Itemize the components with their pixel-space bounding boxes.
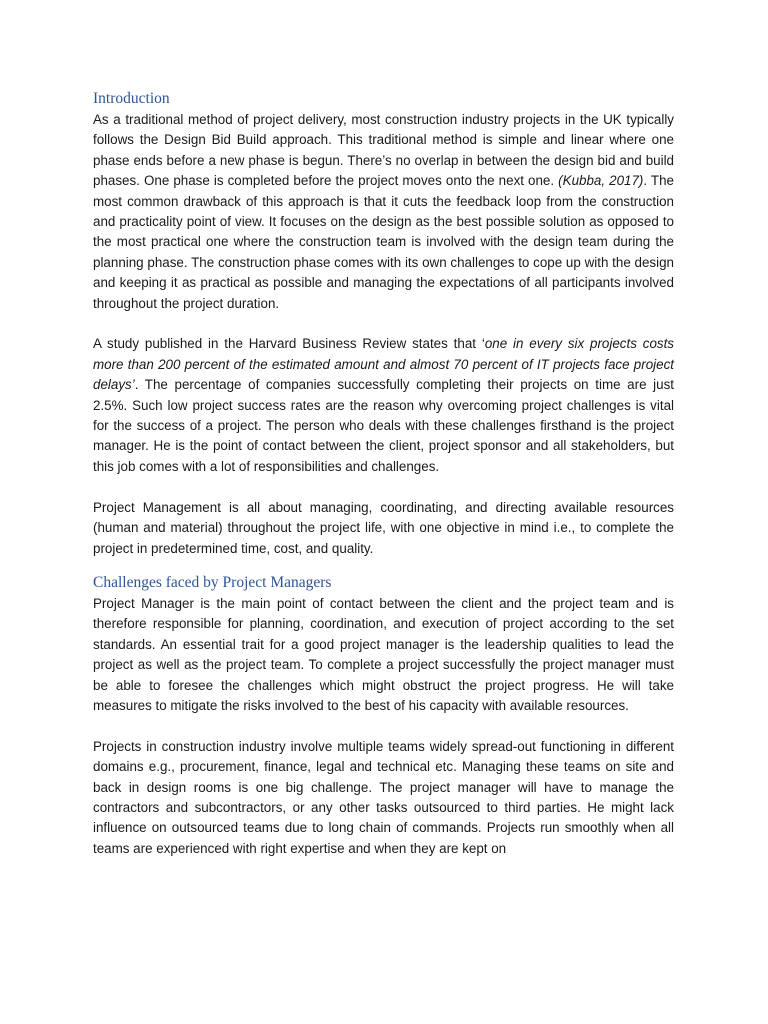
hbr-quote: one in every six projects costs more than 200 percent of the estimated amount and almost 70 percent of IT projects face project delays’ (93, 336, 674, 393)
intro-paragraph-1-text-a: As a traditional method of project delivery, most construction industry projects in the UK typically follows the Design Bid Build approach. This traditional method is simple and linear where one phase ends before a new phase is begun. There’s no overlap in between the design bid and build phases. One phase is completed before the project moves onto the next one. (93, 112, 674, 189)
section-heading-introduction: Introduction (93, 90, 170, 107)
challenges-paragraph-1: Project Manager is the main point of contact between the client and the project team and is therefore responsible for planning, coordination, and execution of project according to the set standards. An essential trait for a good project manager is the leadership qualities to lead the project as well as the project team. To complete a project successfully the project manager must be able to foresee the challenges which might obstruct the project progress. He will take measures to mitigate the risks involved to the best of his capacity with available resources. (93, 595, 674, 713)
challenges-paragraph-2: Projects in construction industry involve multiple teams widely spread-out functioning in different domains e.g., procurement, finance, legal and technical etc. Managing these teams on site and back in design rooms is one big challenge. The project manager will have to manage the contractors and subcontractors, or any other tasks outsourced to third parties. He might lack influence on outsourced teams due to long chain of commands. Projects run smoothly when all teams are experienced with right expertise and when they are kept on (93, 738, 674, 856)
intro-paragraph-1-text-b: . The most common drawback of this approach is that it cuts the feedback loop from the construction and practicality point of view. It focuses on the design as the best possible solution as opposed to the most practical one where the construction team is involved with the design team during the planning phase. The construction phase comes with its own challenges to cope up with the design and keeping it as practical as possible and managing the expectations of all participants involved throughout the project duration. (93, 173, 675, 311)
paragraph-spacer (93, 314, 674, 334)
citation-kubba: (Kubba, 2017) (558, 173, 644, 189)
intro-paragraph-3: Project Management is all about managing, coordinating, and directing available resources (human and material) throughout the project life, with one objective in mind i.e., to complete the project in predetermined time, cost, and quality. (93, 499, 674, 556)
paragraph-spacer (93, 716, 674, 736)
section-heading-challenges: Challenges faced by Project Managers (93, 573, 332, 591)
section-spacer (93, 559, 674, 572)
intro-paragraph-2-text-b: . The percentage of companies successfully completing their projects on time are just 2.5%. Such low project success rates are the reason why overcoming project challenges is vital for the success of a project. The person who deals with these challenges firsthand is the project manager. He is the point of contact between the client, project sponsor and all stakeholders, but this job comes with a lot of responsibilities and challenges. (93, 377, 674, 474)
document-page (93, 88, 674, 859)
intro-paragraph-2-text-a: A study published in the Harvard Business Review states that ‘ (93, 336, 485, 352)
paragraph-spacer (93, 477, 674, 497)
intro-paragraph-1 (93, 110, 674, 314)
intro-paragraph-2 (93, 334, 674, 477)
